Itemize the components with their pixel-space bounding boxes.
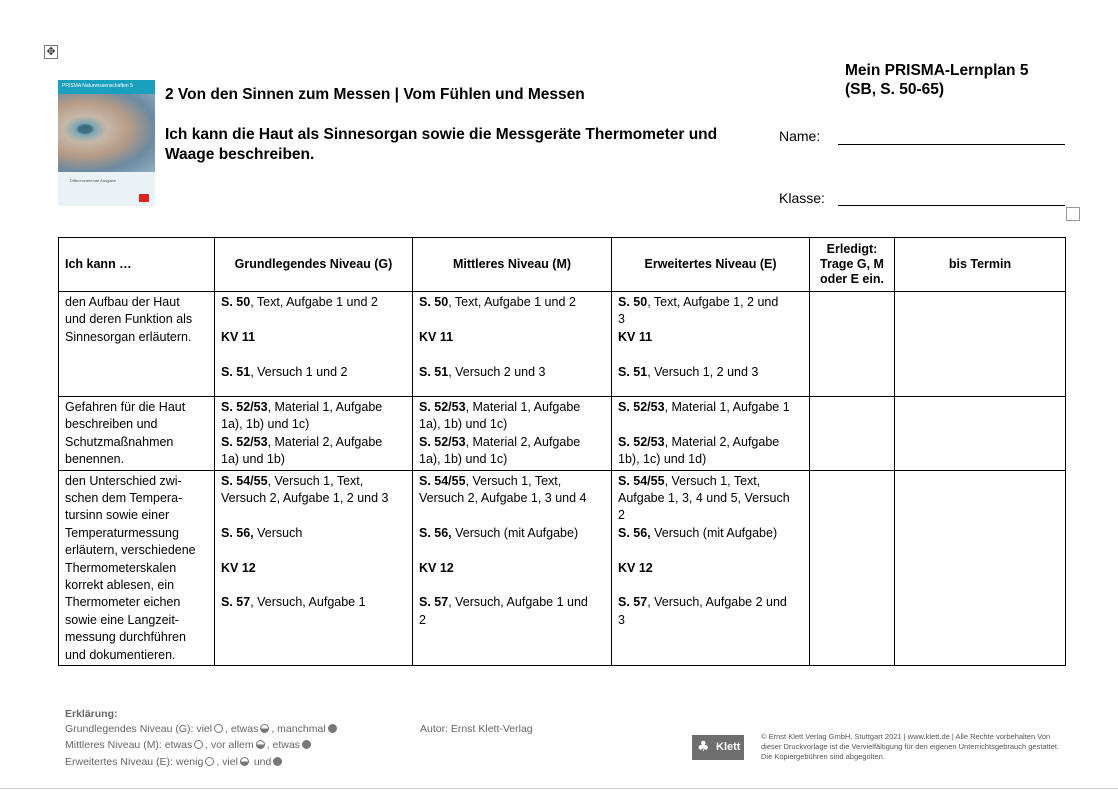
plan-pages: (SB, S. 50-65) <box>845 81 945 98</box>
task-line: 3 <box>618 612 625 627</box>
deadline-cell[interactable] <box>895 292 1066 397</box>
level-m-cell <box>413 470 612 665</box>
learning-plan-table <box>58 237 1066 666</box>
spacer <box>618 542 803 559</box>
spacer <box>419 542 605 559</box>
table-row <box>59 397 1066 471</box>
circle-empty-icon <box>194 740 203 749</box>
kv-ref: KV 11 <box>618 329 653 344</box>
header-erledigt-l3: oder E ein. <box>820 272 884 286</box>
cover-publisher-logo <box>139 194 149 202</box>
klett-logo <box>692 735 744 760</box>
topic-line: schen dem Tempera- <box>65 491 183 506</box>
level-m-cell <box>413 292 612 397</box>
topic-line: den Aufbau der Haut <box>65 295 180 309</box>
header-erledigt-l1: Erledigt: <box>826 242 878 256</box>
level-e-cell <box>612 470 810 665</box>
task-line: S. 56, Versuch (mit Aufgabe) <box>419 525 579 540</box>
task-line: S. 57, Versuch, Aufgabe 1 und <box>419 595 588 610</box>
spacer <box>618 577 803 594</box>
class-label: Klasse: <box>779 190 825 206</box>
header-erledigt <box>810 238 895 292</box>
copyright-notice: © Ernst Klett Verlag GmbH, Stuttgart 2021 | www.klett.de | Alle Rechte vorbehalten Von dieser Druckvorlage ist die Vervielfältigung für den eigenen Unterrichtsgebrauch gestattet. Die Kopiergebühren sind abgegolten. <box>761 732 1060 761</box>
header-grundlegend: Grundlegendes Niveau (G) <box>215 238 413 292</box>
task-line: Versuch 2, Aufgabe 1, 2 und 3 <box>221 491 389 506</box>
spacer <box>419 507 605 524</box>
level-g-cell <box>215 470 413 665</box>
table-row <box>59 470 1066 665</box>
topic-line: und dokumentieren. <box>65 647 176 662</box>
spacer <box>419 577 605 594</box>
header-erweitert: Erweitertes Niveau (E) <box>612 238 810 292</box>
spacer <box>221 311 406 328</box>
topic-line: messung durchführen <box>65 630 186 645</box>
plan-heading <box>845 61 1028 99</box>
topic-cell <box>59 470 215 665</box>
spacer <box>419 311 605 328</box>
page-bottom-rule <box>0 788 1118 789</box>
topic-line: Temperaturmessung <box>65 525 179 540</box>
task-line: S. 54/55, Versuch 1, Text, <box>221 473 364 488</box>
topic-line: Schutzmaßnahmen <box>65 434 174 449</box>
topic-line: Thermometer eichen <box>65 595 181 610</box>
task-line: S. 51, Versuch 1 und 2 <box>221 364 348 379</box>
textbook-cover-image <box>58 80 155 206</box>
topic-line: und deren Funktion als <box>65 312 193 327</box>
page-title: 2 Von den Sinnen zum Messen | Vom Fühlen und Messen <box>165 86 585 103</box>
kv-ref: KV 12 <box>221 560 256 575</box>
cover-eye-photo <box>58 94 155 172</box>
name-label: Name: <box>779 128 821 144</box>
task-line: 1a), 1b) und 1c) <box>221 417 310 432</box>
circle-half-icon <box>240 757 249 766</box>
header-erledigt-l2: Trage G, M <box>820 257 884 271</box>
resize-handle[interactable] <box>1066 207 1080 221</box>
legend-g: Grundlegendes Niveau (G): viel , etwas , manchmal <box>65 723 339 735</box>
task-line: S. 51, Versuch 2 und 3 <box>419 364 546 379</box>
deadline-cell[interactable] <box>895 397 1066 471</box>
kv-ref: KV 12 <box>419 560 454 575</box>
topic-line: tursinn sowie einer <box>65 508 170 523</box>
topic-line: benennen. <box>65 452 125 467</box>
task-line: 2 <box>419 612 426 627</box>
done-cell[interactable] <box>810 470 895 665</box>
legend-m: Mittleres Niveau (M): etwas , vor allem , etwas <box>65 739 313 751</box>
kv-ref: KV 12 <box>618 560 653 575</box>
task-line: S. 52/53, Material 1, Aufgabe <box>221 400 383 414</box>
circle-half-icon <box>256 740 265 749</box>
level-g-cell <box>215 292 413 397</box>
cover-caption: Differenzierende Ausgabe <box>70 178 116 183</box>
circle-full-icon <box>328 724 337 733</box>
table-move-handle-icon[interactable]: ✥ <box>44 45 58 59</box>
topic-line: Gefahren für die Haut <box>65 400 186 414</box>
done-cell[interactable] <box>810 292 895 397</box>
spacer <box>221 542 406 559</box>
task-line: S. 52/53, Material 1, Aufgabe <box>419 400 581 414</box>
spacer <box>419 346 605 363</box>
task-line: 2 <box>618 508 625 523</box>
legend-title: Erklärung: <box>65 708 118 720</box>
task-line: S. 52/53, Material 2, Aufgabe <box>419 434 581 449</box>
task-line: S. 50, Text, Aufgabe 1 und 2 <box>419 295 576 309</box>
plan-title: Mein PRISMA-Lernplan 5 <box>845 62 1029 79</box>
level-g-cell <box>215 397 413 471</box>
class-field[interactable] <box>838 205 1065 206</box>
task-line: 1a), 1b) und 1c) <box>419 417 508 432</box>
task-line: Versuch 2, Aufgabe 1, 3 und 4 <box>419 491 587 506</box>
table-header-row <box>59 238 1066 292</box>
deadline-cell[interactable] <box>895 470 1066 665</box>
circle-full-icon <box>302 740 311 749</box>
task-line: S. 57, Versuch, Aufgabe 2 und <box>618 595 787 610</box>
cover-series-text: PRISMA Naturwissenschaften 5 <box>62 83 133 89</box>
topic-line: erläutern, verschiedene <box>65 543 196 558</box>
done-cell[interactable] <box>810 397 895 471</box>
spacer <box>221 577 406 594</box>
spacer <box>618 346 803 363</box>
circle-empty-icon <box>214 724 223 733</box>
topic-line: beschreiben und <box>65 417 158 432</box>
klett-tree-icon: ♣ <box>697 739 710 755</box>
legend-e: Erweitertes Niveau (E): wenig , viel und <box>65 756 284 768</box>
task-line: S. 51, Versuch 1, 2 und 3 <box>618 364 759 379</box>
circle-empty-icon <box>205 757 214 766</box>
spacer <box>618 416 803 433</box>
task-line: 1b), 1c) und 1d) <box>618 452 707 467</box>
task-line: 3 <box>618 312 625 327</box>
task-line: S. 52/53, Material 2, Aufgabe <box>221 434 383 449</box>
kv-ref: KV 11 <box>221 329 256 344</box>
level-e-cell <box>612 292 810 397</box>
task-line: 1a), 1b) und 1c) <box>419 452 508 467</box>
spacer <box>221 346 406 363</box>
task-line: S. 52/53, Material 1, Aufgabe 1 <box>618 400 790 414</box>
topic-line: Thermometerskalen <box>65 560 177 575</box>
task-line: S. 52/53, Material 2, Aufgabe <box>618 434 780 449</box>
task-line: S. 54/55, Versuch 1, Text, <box>618 473 761 488</box>
topic-line: den Unterschied zwi- <box>65 473 182 488</box>
circle-half-icon <box>260 724 269 733</box>
task-line: Aufgabe 1, 3, 4 und 5, Versuch <box>618 491 790 506</box>
task-line: S. 50, Text, Aufgabe 1 und 2 <box>221 295 378 309</box>
header-bis-termin: bis Termin <box>895 238 1066 292</box>
header-mittel: Mittleres Niveau (M) <box>413 238 612 292</box>
topic-cell <box>59 397 215 471</box>
spacer <box>221 507 406 524</box>
task-line: S. 54/55, Versuch 1, Text, <box>419 473 562 488</box>
topic-cell <box>59 292 215 397</box>
klett-logo-text: Klett <box>716 741 741 753</box>
topic-line: sowie eine Langzeit- <box>65 612 179 627</box>
topic-line: Sinnesorgan erläutern. <box>65 329 192 344</box>
author: Autor: Ernst Klett-Verlag <box>420 723 533 735</box>
task-line: S. 50, Text, Aufgabe 1, 2 und <box>618 295 779 309</box>
task-line: 1a) und 1b) <box>221 452 285 467</box>
kv-ref: KV 11 <box>419 329 454 344</box>
table-row <box>59 292 1066 397</box>
task-line: S. 56, Versuch (mit Aufgabe) <box>618 525 778 540</box>
level-e-cell <box>612 397 810 471</box>
level-m-cell <box>413 397 612 471</box>
topic-line: korrekt ablesen, ein <box>65 578 175 593</box>
circle-full-icon <box>273 757 282 766</box>
task-line: S. 57, Versuch, Aufgabe 1 <box>221 595 366 610</box>
learning-goal: Ich kann die Haut als Sinnesorgan sowie die Messgeräte Thermometer und Waage beschreiben. <box>165 126 718 163</box>
task-line: S. 56, Versuch <box>221 525 303 540</box>
name-field[interactable] <box>838 144 1065 145</box>
header-ich-kann: Ich kann … <box>59 238 215 292</box>
